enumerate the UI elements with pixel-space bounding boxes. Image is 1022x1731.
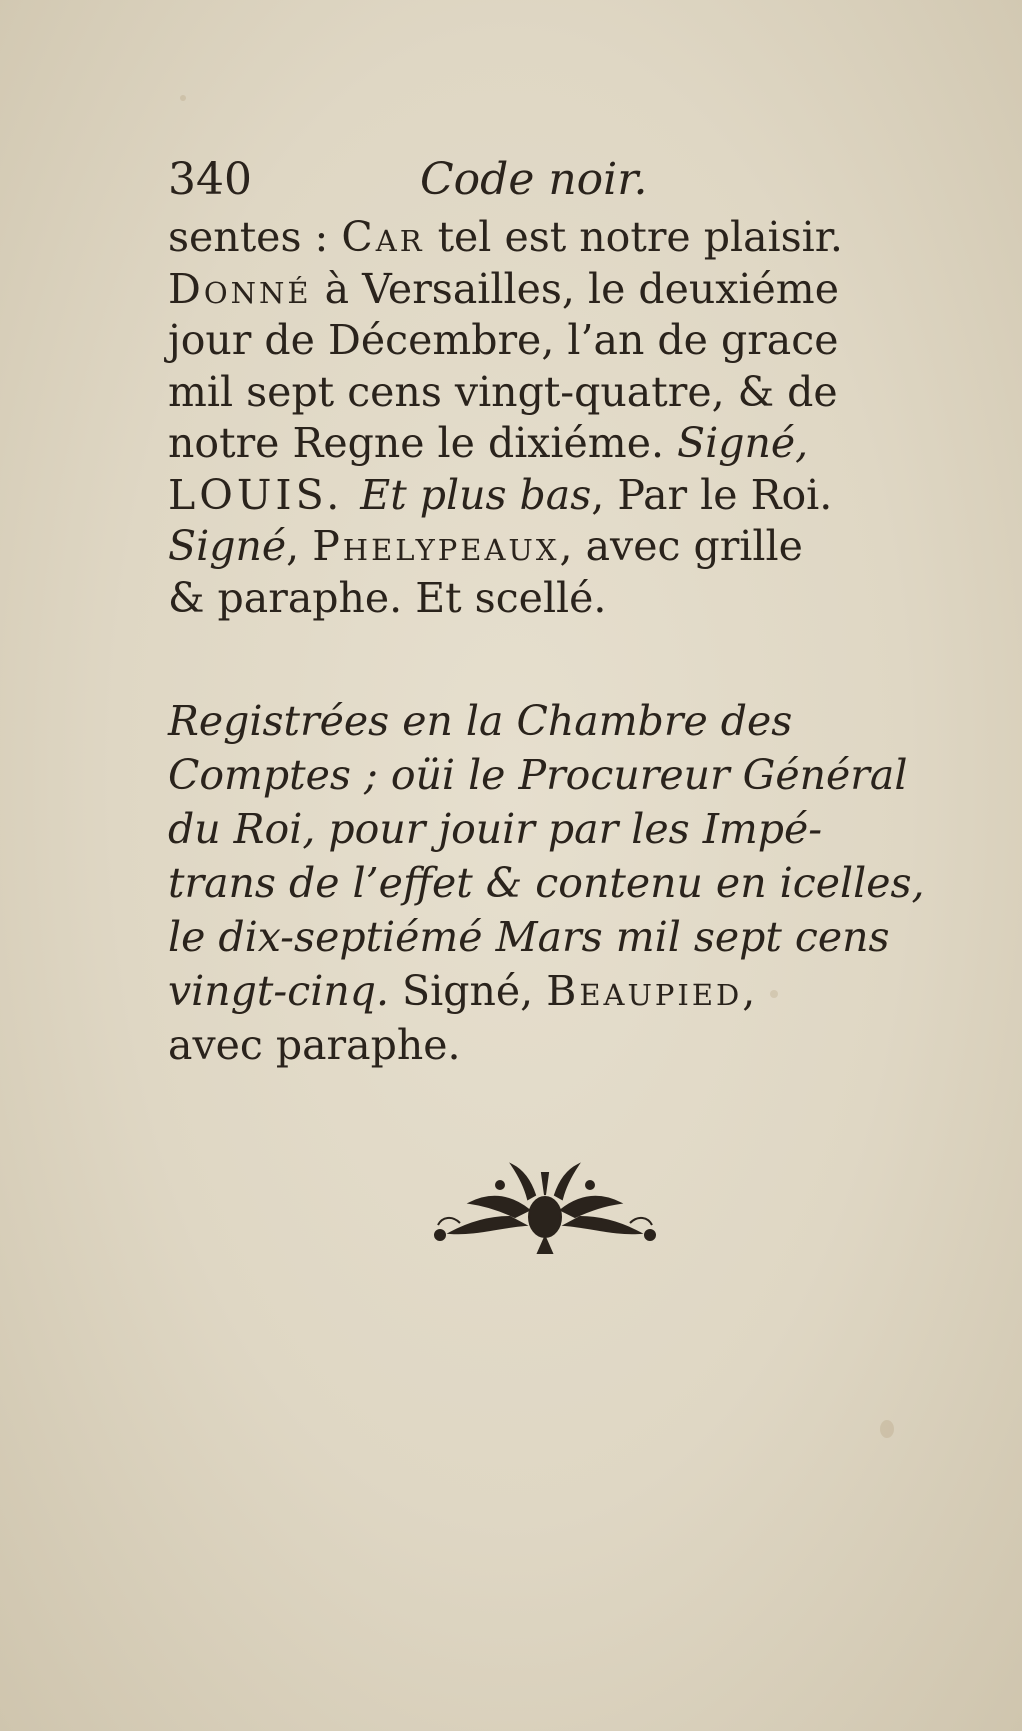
text-line: LOUIS. Et plus bas, Par le Roi. <box>168 470 833 519</box>
text-line: du Roi, pour jouir par les Impé- <box>168 805 823 853</box>
text-line: notre Regne le dixiéme. Signé, <box>168 419 809 467</box>
text-line: Registrées en la Chambre des <box>168 697 793 745</box>
page-number: 340 <box>168 154 252 205</box>
foxing-spot <box>880 1420 894 1438</box>
text-line: le dix-septiémé Mars mil sept cens <box>168 913 890 961</box>
fleuron-ornament-icon <box>430 1155 660 1255</box>
small-caps-word: Beaupied, <box>546 967 759 1015</box>
text-line: avec paraphe. <box>168 1021 461 1069</box>
text-line: Comptes ; oüi le Procureur Général <box>168 751 908 799</box>
text-line: trans de l’effet & contenu en icelles, <box>168 859 925 907</box>
text-line: Signé, Phelypeaux, avec grille <box>168 522 803 570</box>
text-line: & paraphe. Et scellé. <box>168 573 607 622</box>
small-caps-word: Phelypeaux <box>312 522 560 570</box>
signature-name: LOUIS. <box>168 470 361 519</box>
text-line: sentes : Car tel est notre plaisir. <box>168 213 843 261</box>
small-caps-word: Car <box>341 213 425 261</box>
small-caps-word: Donné <box>168 264 312 313</box>
text-line: jour de Décembre, l’an de grace <box>168 316 839 364</box>
page-header <box>168 150 938 210</box>
running-title: Code noir. <box>420 154 648 205</box>
foxing-spot <box>180 95 186 101</box>
text-line: Donné à Versailles, le deuxiéme <box>168 264 839 313</box>
main-text <box>168 212 938 624</box>
registration-note <box>168 694 938 1072</box>
text-line: mil sept cens vingt-quatre, & de <box>168 367 838 416</box>
text-line: vingt-cinq. Signé, Beaupied, <box>168 967 759 1015</box>
